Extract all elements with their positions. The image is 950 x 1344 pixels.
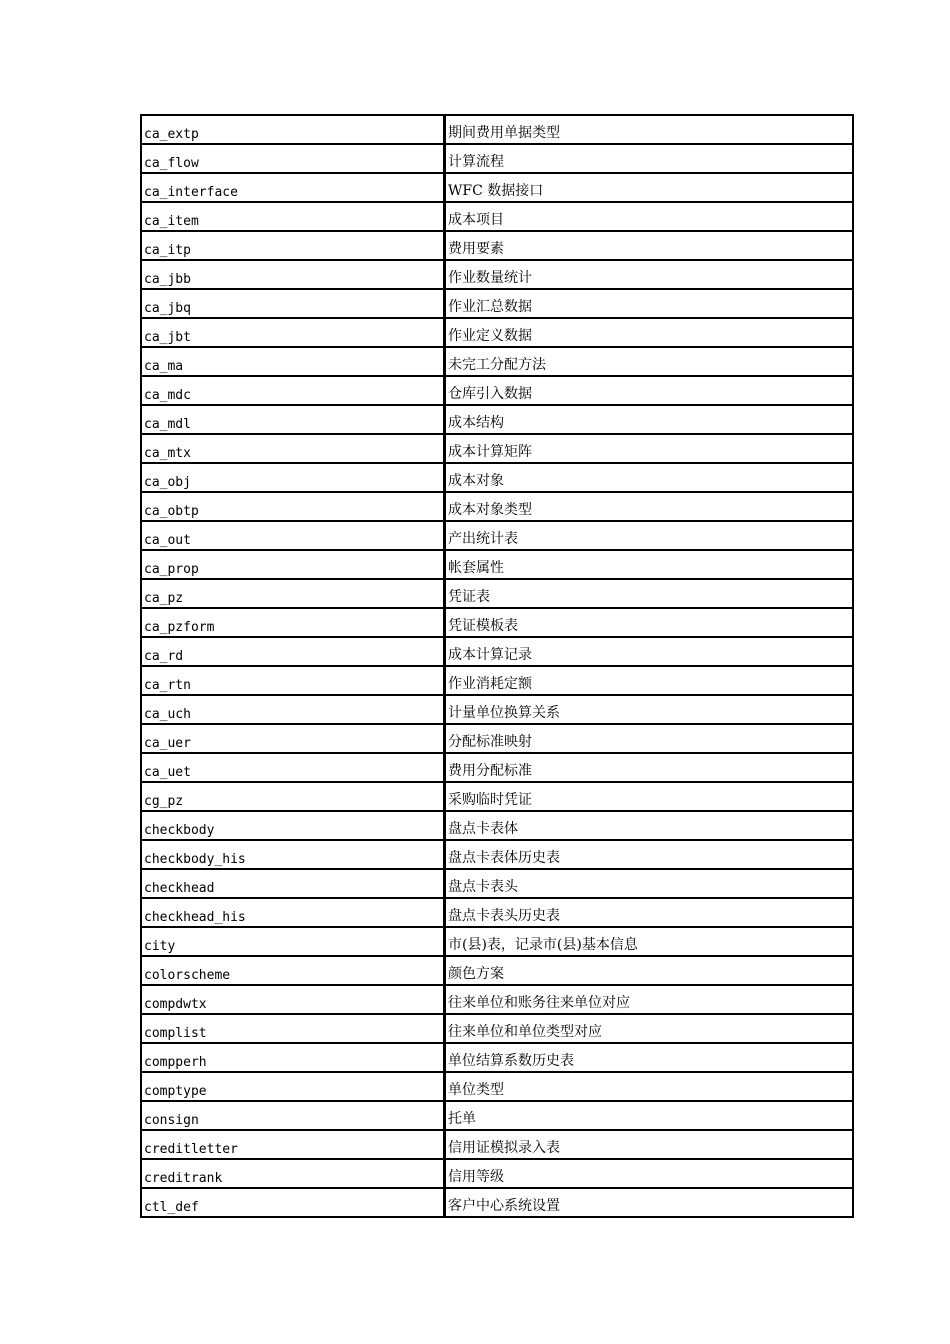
table-description-cell: 费用分配标准 xyxy=(448,763,532,779)
table-name-cell: creditrank xyxy=(142,1160,446,1187)
table-row xyxy=(142,145,852,174)
table-name-cell: ca_mdc xyxy=(142,377,446,404)
table-description-cell: 成本对象类型 xyxy=(448,502,532,518)
table-row xyxy=(142,232,852,261)
table-name-cell: ca_obj xyxy=(142,464,446,491)
table-name-cell: ca_pzform xyxy=(142,609,446,636)
table-row xyxy=(142,696,852,725)
table-row xyxy=(142,957,852,986)
table-name-cell: ca_itp xyxy=(142,232,446,259)
table-list xyxy=(140,114,854,1218)
table-description-cell: 颜色方案 xyxy=(448,966,504,982)
table-name-cell: compperh xyxy=(142,1044,446,1071)
table-name-cell: checkhead xyxy=(142,870,446,897)
table-row xyxy=(142,899,852,928)
table-name-cell: ca_jbt xyxy=(142,319,446,346)
table-name-cell: ca_uet xyxy=(142,754,446,781)
table-row xyxy=(142,1044,852,1073)
table-description-cell: 未完工分配方法 xyxy=(448,357,546,373)
table-row xyxy=(142,377,852,406)
table-description-cell: 作业数量统计 xyxy=(448,270,532,286)
table-name-cell: ca_obtp xyxy=(142,493,446,520)
table-description-cell: 单位结算系数历史表 xyxy=(448,1053,574,1069)
table-description-cell: 分配标准映射 xyxy=(448,734,532,750)
table-name-cell: consign xyxy=(142,1102,446,1129)
table-description-cell: 费用要素 xyxy=(448,241,504,257)
table-row xyxy=(142,435,852,464)
table-name-cell: checkhead_his xyxy=(142,899,446,926)
table-row xyxy=(142,174,852,203)
table-description-cell: 单位类型 xyxy=(448,1082,504,1098)
table-row xyxy=(142,348,852,377)
table-description-cell: 盘点卡表头历史表 xyxy=(448,908,560,924)
table-row xyxy=(142,841,852,870)
table-row xyxy=(142,203,852,232)
table-description-cell: 托单 xyxy=(448,1111,476,1127)
table-description-cell: 计量单位换算关系 xyxy=(448,705,560,721)
table-description-cell: 盘点卡表体 xyxy=(448,821,518,837)
table-name-cell: ca_flow xyxy=(142,145,446,172)
table-description-cell: 成本对象 xyxy=(448,473,504,489)
table-row xyxy=(142,1131,852,1160)
table-row xyxy=(142,1073,852,1102)
table-row xyxy=(142,319,852,348)
table-row xyxy=(142,580,852,609)
table-name-cell: ca_jbb xyxy=(142,261,446,288)
table-description-cell: 期间费用单据类型 xyxy=(448,125,560,141)
table-row xyxy=(142,609,852,638)
table-row xyxy=(142,667,852,696)
table-row xyxy=(142,783,852,812)
table-name-cell: ca_prop xyxy=(142,551,446,578)
table-description-cell: 信用等级 xyxy=(448,1169,504,1185)
table-name-cell: ca_rtn xyxy=(142,667,446,694)
table-name-cell: ca_ma xyxy=(142,348,446,375)
table-name-cell: checkbody xyxy=(142,812,446,839)
table-name-cell: city xyxy=(142,928,446,955)
table-description-cell: 作业定义数据 xyxy=(448,328,532,344)
table-description-cell: 成本计算矩阵 xyxy=(448,444,532,460)
table-row xyxy=(142,116,852,145)
table-description-cell: 盘点卡表体历史表 xyxy=(448,850,560,866)
table-name-cell: comptype xyxy=(142,1073,446,1100)
table-row xyxy=(142,1015,852,1044)
table-row xyxy=(142,493,852,522)
table-name-cell: ca_uch xyxy=(142,696,446,723)
table-description-cell: 凭证模板表 xyxy=(448,618,518,634)
table-name-cell: ca_extp xyxy=(142,116,446,143)
table-name-cell: complist xyxy=(142,1015,446,1042)
table-description-cell: 采购临时凭证 xyxy=(448,792,532,808)
table-description-cell: 计算流程 xyxy=(448,154,504,170)
table-row xyxy=(142,754,852,783)
table-row xyxy=(142,406,852,435)
table-row xyxy=(142,522,852,551)
table-description-cell: 往来单位和单位类型对应 xyxy=(448,1024,602,1040)
table-description-cell: 信用证模拟录入表 xyxy=(448,1140,560,1156)
table-description-cell: 成本计算记录 xyxy=(448,647,532,663)
table-name-cell: ca_pz xyxy=(142,580,446,607)
table-row xyxy=(142,870,852,899)
table-description-cell: 作业汇总数据 xyxy=(448,299,532,315)
table-description-cell: WFC 数据接口 xyxy=(448,183,544,199)
table-row xyxy=(142,928,852,957)
table-row xyxy=(142,812,852,841)
table-description-cell: 往来单位和账务往来单位对应 xyxy=(448,995,630,1011)
table-row xyxy=(142,464,852,493)
table-name-cell: ca_rd xyxy=(142,638,446,665)
table-description-cell: 成本项目 xyxy=(448,212,504,228)
table-description-cell: 成本结构 xyxy=(448,415,504,431)
table-description-cell: 凭证表 xyxy=(448,589,490,605)
table-name-cell: ca_mtx xyxy=(142,435,446,462)
table-name-cell: compdwtx xyxy=(142,986,446,1013)
table-name-cell: ca_item xyxy=(142,203,446,230)
table-row xyxy=(142,725,852,754)
table-description-cell: 市(县)表，记录市(县)基本信息 xyxy=(448,937,638,953)
table-row xyxy=(142,1102,852,1131)
table-name-cell: checkbody_his xyxy=(142,841,446,868)
table-name-cell: ca_interface xyxy=(142,174,446,201)
table-description-cell: 帐套属性 xyxy=(448,560,504,576)
table-name-cell: colorscheme xyxy=(142,957,446,984)
table-name-cell: ca_jbq xyxy=(142,290,446,317)
table-name-cell: ca_mdl xyxy=(142,406,446,433)
table-description-cell: 作业消耗定额 xyxy=(448,676,532,692)
table-row xyxy=(142,1160,852,1189)
table-row xyxy=(142,261,852,290)
table-name-cell: ctl_def xyxy=(142,1189,446,1216)
table-name-cell: ca_out xyxy=(142,522,446,549)
table-description-cell: 盘点卡表头 xyxy=(448,879,518,895)
table-row xyxy=(142,551,852,580)
table-description-cell: 产出统计表 xyxy=(448,531,518,547)
table-name-cell: ca_uer xyxy=(142,725,446,752)
table-description-cell: 仓库引入数据 xyxy=(448,386,532,402)
table-name-cell: creditletter xyxy=(142,1131,446,1158)
table-row xyxy=(142,290,852,319)
table-description-cell: 客户中心系统设置 xyxy=(448,1198,560,1214)
table-row xyxy=(142,638,852,667)
table-row xyxy=(142,1189,852,1218)
table-name-cell: cg_pz xyxy=(142,783,446,810)
table-row xyxy=(142,986,852,1015)
